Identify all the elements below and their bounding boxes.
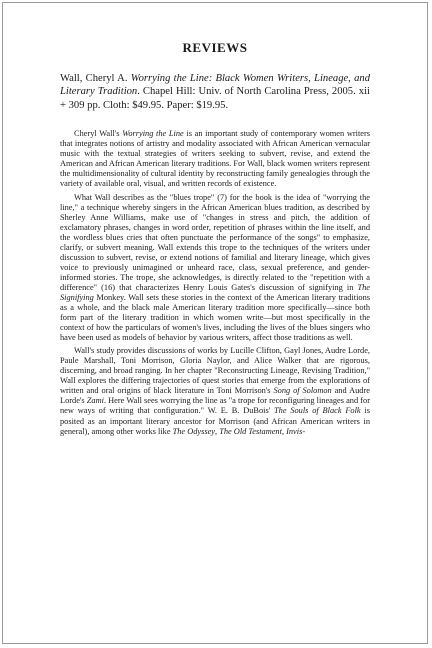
italic-title: The Signifying: [60, 282, 370, 302]
review-paragraph: [60, 193, 370, 344]
document-page: [60, 40, 370, 437]
italic-title: The Old Testament: [219, 426, 282, 436]
italic-title: Worrying the Line: [122, 129, 184, 139]
text-segment: ,: [215, 426, 220, 436]
italic-title: Song of Solomon: [273, 386, 332, 396]
italic-title: Invis-: [286, 426, 306, 436]
citation-segment: . Chapel Hill: Univ. of North Carolina Press, 2005. xii + 309 pp. Cloth: $49.95. Paper: $19.95.: [60, 86, 370, 111]
citation-book-title: Worrying the Line: Black Women Writers, Lineage, and Literary Tradition: [60, 73, 370, 98]
text-segment: What Wall describes as the "blues trope" (7) for the book is the idea of "worrying the line," a technique whereby singers in the African American blues tradition, as described by Sherley Anne Williams, make use of "changes in stress and pitch, the addition of exclamatory phrases, changes in word order, repetition of phrases within the line itself, and the wordless blues cries that often punctuate the performance of the songs" to emphasize, clarify, or subvert meaning. Wall extends this trope to the techniques of the writers under discussion to subvert, revise, or extend notions of familial and literary lineage, which gives voice to previously unimagined or unheard race, class, sexual preference, and gender-informed stories. The trope, she acknowledges, is directly related to the "repetition with a difference" (16) that characterizes Henry Louis Gates's discussion of signifying in: [60, 192, 370, 292]
review-paragraph: [60, 129, 370, 189]
text-segment: Wall's study provides discussions of works by Lucille Clifton, Gayl Jones, Audre Lorde, Paule Marshall, Toni Morrison, Gloria Naylor, and Alice Walker that are rigorous, discerning, and broad ranging. In her chapter "Reconstructing Lineage, Revising Tradition," Wall explores the differing trajectories of quest stories that emerge from the explorations of written and oral origins of black literature in Toni Morrison's: [60, 346, 370, 396]
section-heading: REVIEWS: [182, 40, 248, 55]
citation-segment: Wall, Cheryl A.: [60, 73, 131, 84]
text-segment: ,: [281, 426, 287, 436]
text-segment: is an important study of contemporary women writers that integrates notions of artistry and modality associated with African American vernacular music with the textual strategies of writers seeking to subvert, revise, and extend the American and African American literary traditions. For Wall, black women writers represent the multidimensionality of cultural identity by reconstructing family genealogies through the variety of available oral, visual, and written records of existence.: [60, 129, 371, 189]
text-segment: Monkey. Wall sets these stories in the context of the American literary traditions as a whole, and the black male American literary tradition more specifically—since both form part of the literary tradition in which women write—but most specifically in the context of how the particulars of women's lives, including the lives of the blues singers who have been used as models of behavior by various writers, affect those traditions as well.: [60, 292, 370, 343]
italic-title: Zami: [86, 396, 104, 406]
text-segment: Cheryl Wall's: [74, 129, 123, 139]
text-segment: . Here Wall sees worrying the line as "a trope for reconfiguring lineages and for new ways of writing that configuration." W. E. B. DuBois': [60, 396, 370, 416]
italic-title: The Souls of Black Folk: [274, 406, 361, 416]
italic-title: The Odyssey: [172, 426, 216, 436]
review-body: [60, 129, 370, 436]
text-segment: and Audre Lorde's: [60, 386, 370, 406]
text-segment: is posited as an important literary ancestor for Morrison (and African American writers in general), among other works like: [60, 406, 370, 436]
review-paragraph: [60, 346, 370, 436]
book-citation: [60, 72, 370, 112]
